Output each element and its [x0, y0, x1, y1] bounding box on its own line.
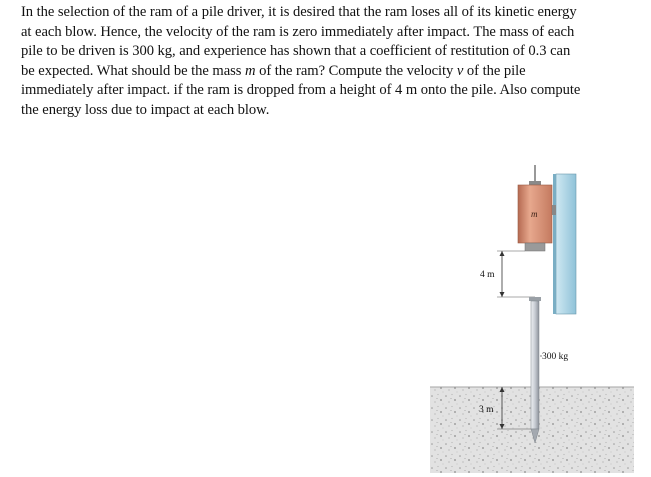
problem-line-4 [21, 62, 641, 82]
drop-height-label: 4 m [480, 270, 495, 280]
pile-mass-label: 300 kg [542, 352, 569, 362]
problem-line-6: the energy loss due to impact at each blow. [21, 101, 270, 118]
problem-line-3: pile to be driven is 300 kg, and experience has shown that a coefficient of restitution of 0.3 can [21, 43, 571, 60]
ram-mass-label: m [531, 209, 538, 219]
problem-line-4c: of the pile [463, 62, 526, 79]
problem-line-4a: be expected. What should be the mass [21, 62, 246, 79]
embed-depth-label: 3 m [479, 405, 494, 415]
pile-head [529, 297, 541, 301]
pile-driver-figure [430, 165, 640, 473]
velocity-symbol-v: v [456, 62, 464, 79]
pile-shaft [531, 301, 539, 429]
guide-rail [556, 174, 576, 314]
ram-cap [529, 181, 541, 185]
problem-line-4b: of the ram? Compute the velocity [255, 62, 457, 79]
mass-symbol-m: m [245, 62, 256, 79]
problem-line-2: at each blow. Hence, the velocity of the ram is zero immediately after impact. The mass of each [21, 23, 575, 40]
problem-line-1: In the selection of the ram of a pile driver, it is desired that the ram loses all of its kinetic energy [21, 4, 577, 20]
problem-statement [21, 3, 641, 121]
problem-line-5: immediately after impact. if the ram is dropped from a height of 4 m onto the pile. Also compute [21, 82, 581, 99]
ram-connector [525, 243, 545, 251]
